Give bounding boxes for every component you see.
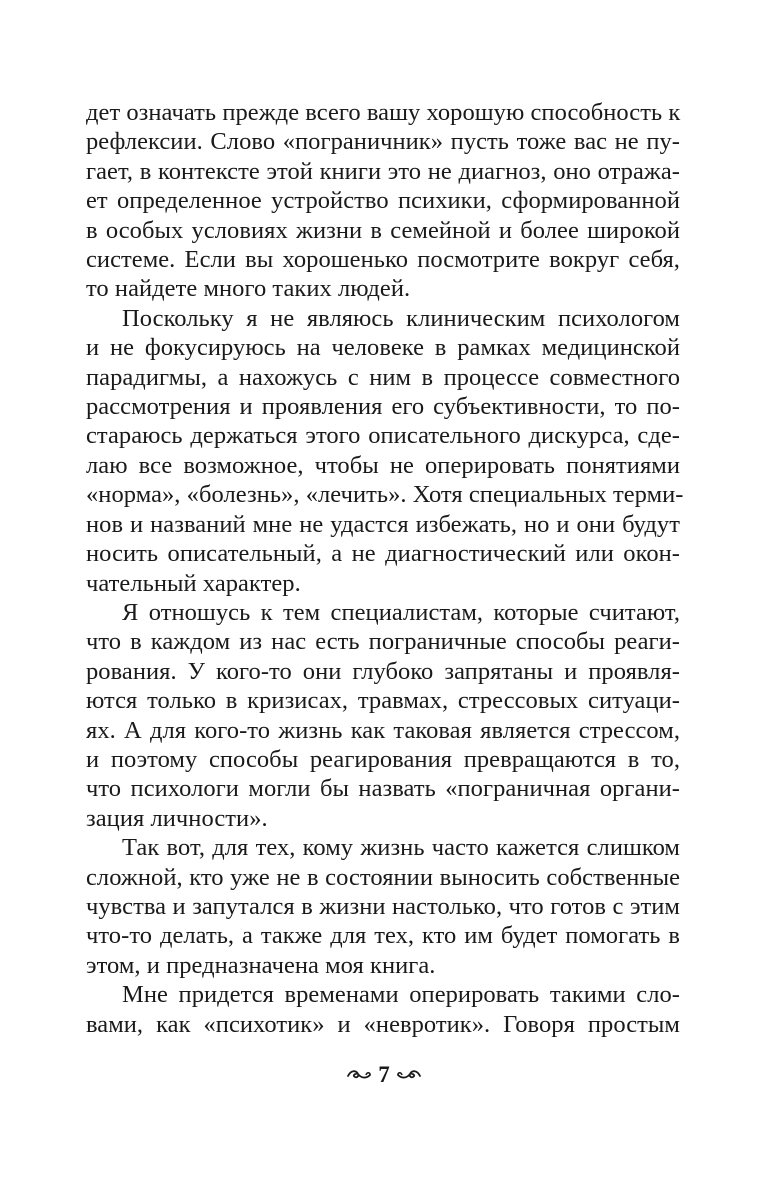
text-line: рефлексии. Слово «пограничник» пусть тоже вас не пу- <box>86 128 680 156</box>
paragraph <box>86 98 680 304</box>
body-text <box>86 98 684 1039</box>
text-line: что в каждом из нас есть пограничные способы реаги- <box>86 628 680 656</box>
text-line: сложной, кто уже не в состоянии выносить собственные <box>86 863 680 891</box>
text-line: что-то делать, а также для тех, кто им будет помогать в <box>86 922 680 950</box>
page-footer <box>0 1063 768 1087</box>
paragraph <box>86 598 680 833</box>
text-line: Мне придется временами оперировать такими сло- <box>122 981 680 1009</box>
text-line: лаю все возможное, чтобы не оперировать понятиями <box>86 451 680 479</box>
text-line: рассмотрения и проявления его субъективности, то по- <box>86 393 680 421</box>
page-number: 7 <box>378 1062 390 1087</box>
text-line: и не фокусируюсь на человеке в рамках медицинской <box>86 334 680 362</box>
text-line: этом, и предназначена моя книга. <box>86 951 436 979</box>
text-line: парадигмы, а нахожусь с ним в процессе совместного <box>86 363 680 391</box>
text-line: системе. Если вы хорошенько посмотрите вокруг себя, <box>86 246 680 274</box>
text-line: стараюсь держаться этого описательного дискурса, сде- <box>86 422 680 450</box>
text-line: в особых условиях жизни в семейной и более широкой <box>86 216 680 244</box>
text-line: ются только в кризисах, травмах, стрессовых ситуаци- <box>86 687 680 715</box>
paragraph <box>86 980 680 1039</box>
text-line: гает, в контексте этой книги это не диагноз, оно отража- <box>86 157 680 185</box>
text-line: Так вот, для тех, кому жизнь часто кажется слишком <box>122 834 680 862</box>
flourish-left-icon <box>346 1067 372 1083</box>
text-line: чувства и запутался в жизни настолько, что готов с этим <box>86 892 680 920</box>
text-line: Поскольку я не являюсь клиническим психологом <box>122 304 680 332</box>
text-line: ет определенное устройство психики, сформированной <box>86 187 680 215</box>
text-line: нов и названий мне не удастся избежать, но и они будут <box>86 510 680 538</box>
text-line: то найдете много таких людей. <box>86 275 411 303</box>
text-line: что психологи могли бы назвать «пограничная органи- <box>86 775 680 803</box>
paragraph <box>86 833 680 980</box>
text-line: носить описательный, а не диагностический или окон- <box>86 540 680 568</box>
text-line: и поэтому способы реагирования превращаются в то, <box>86 745 680 773</box>
text-line: чательный характер. <box>86 569 301 597</box>
flourish-right-icon <box>396 1067 422 1083</box>
text-line: дет означать прежде всего вашу хорошую способность к <box>86 99 681 126</box>
text-line: вами, как «психотик» и «невротик». Говоря простым <box>86 1010 680 1038</box>
text-line: ях. А для кого-то жизнь как таковая является стрессом, <box>86 716 680 744</box>
text-line: рования. У кого-то они глубоко запрятаны и проявля- <box>86 657 680 685</box>
text-line: зация личности». <box>86 804 268 832</box>
text-line: Я отношусь к тем специалистам, которые считают, <box>122 598 680 626</box>
paragraph <box>86 304 684 598</box>
text-line: «норма», «болезнь», «лечить». Хотя специальных терми- <box>86 481 684 509</box>
